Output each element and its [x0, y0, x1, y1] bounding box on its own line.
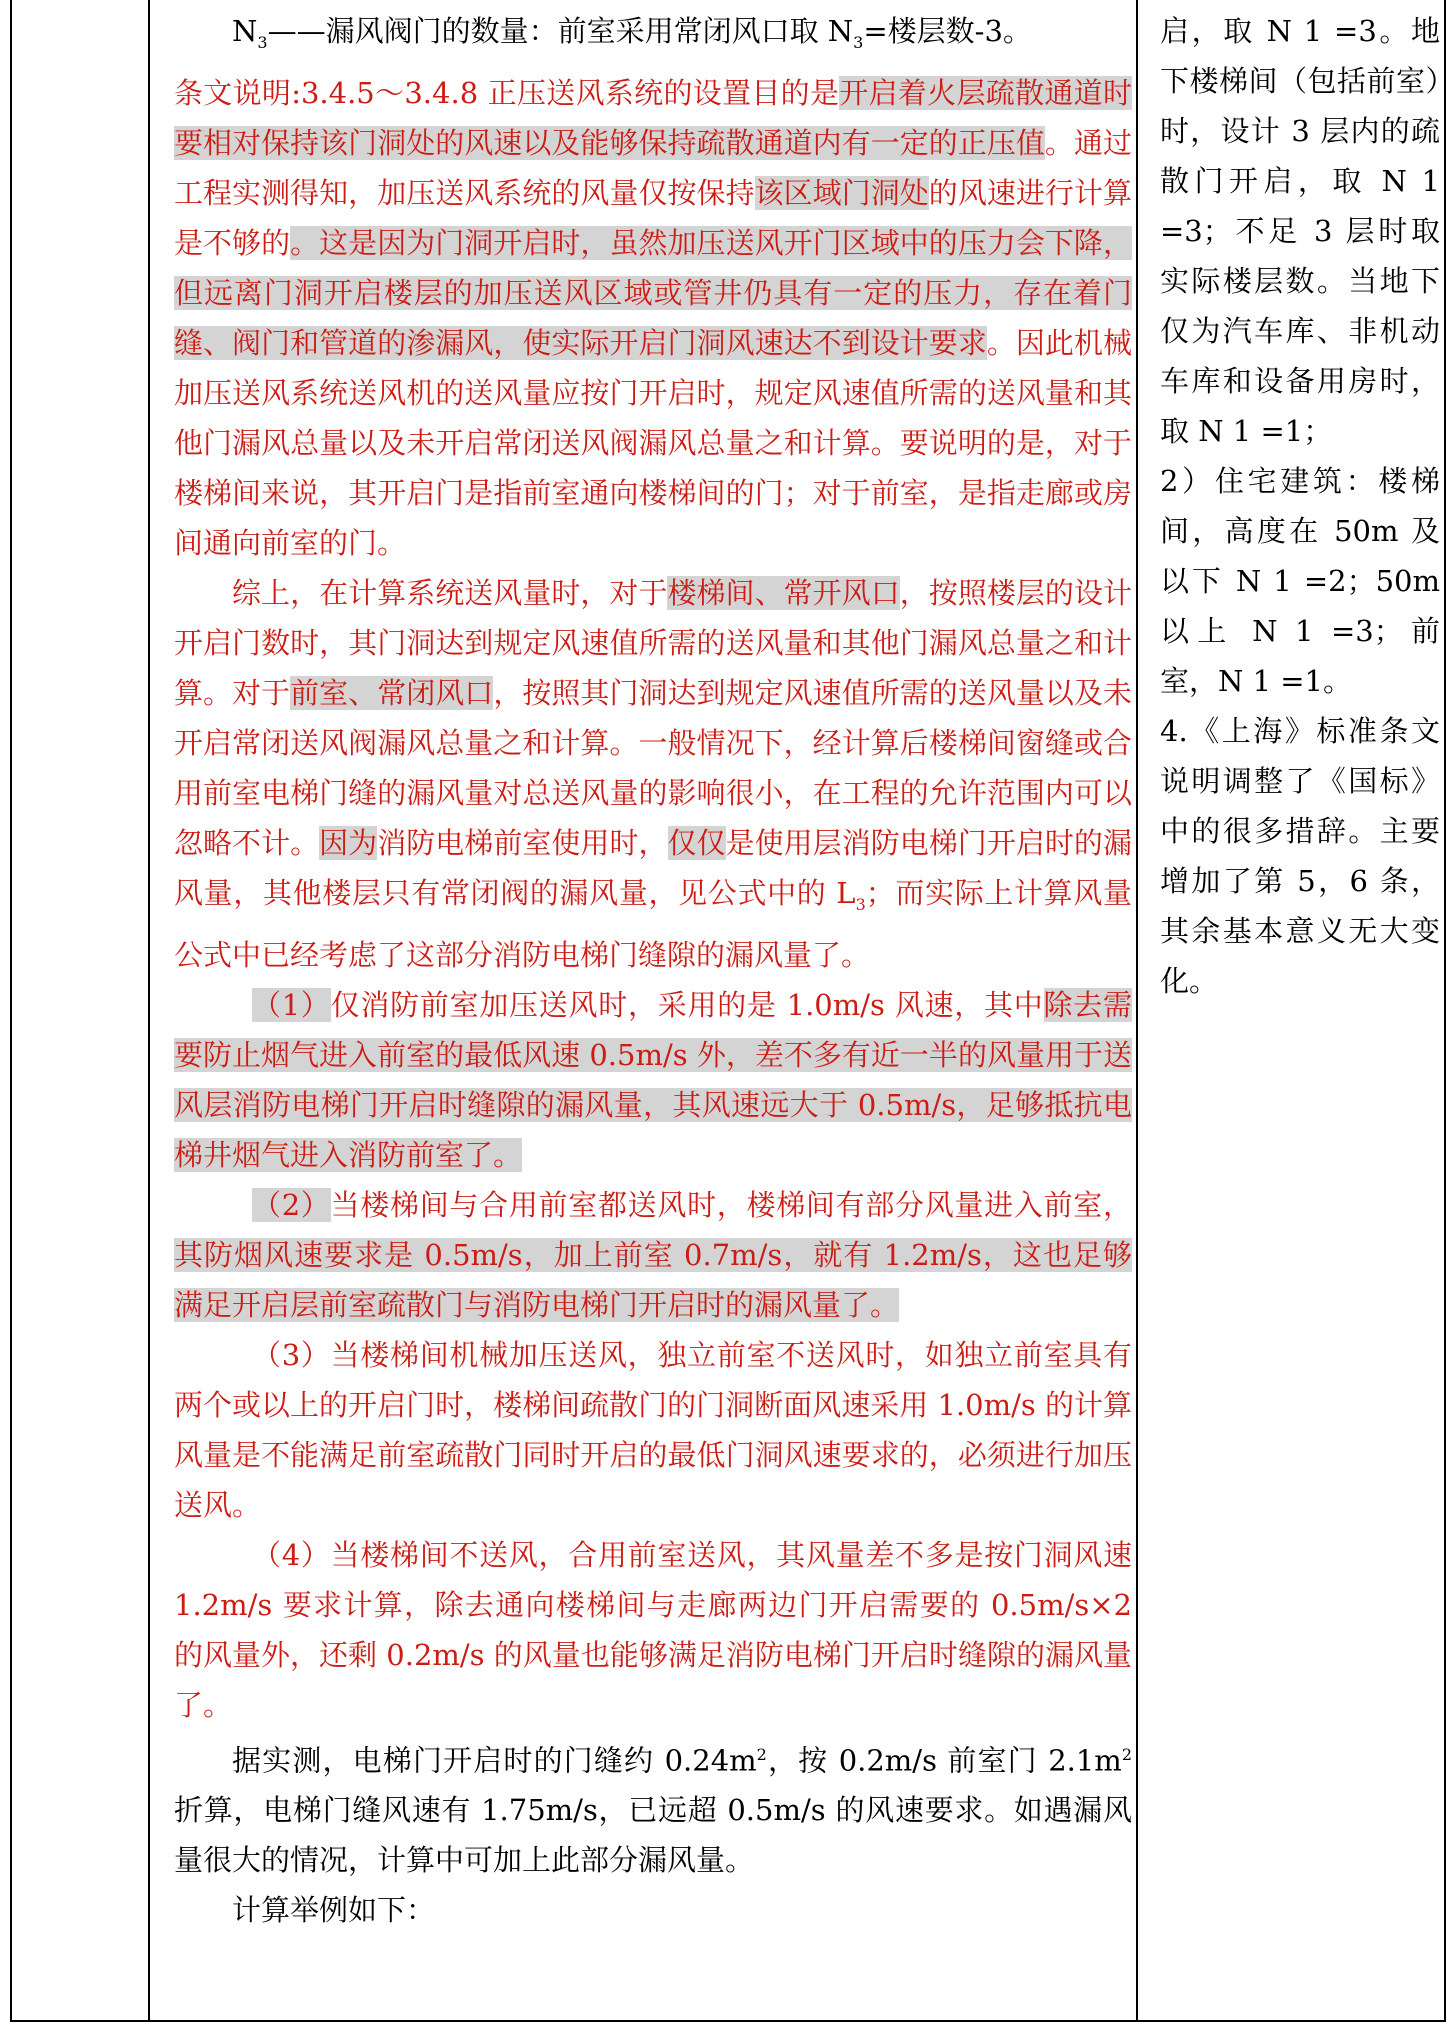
clause-explanation: 条文说明:3.4.5～3.4.8 正压送风系统的设置目的是开启着火层疏散通道时要相对保持该门洞处的风速以及能够保持疏散通道内有一定的正压值。通过工程实测得知，加压送风系统的风量仅按保持该区域门洞处的风速进行计算是不够的。这是因为门洞开启时，虽然加压送风开门区域中的压力会下降，但远离门洞开启楼层的加压送风区域或管井仍具有一定的压力，存在着门缝、阀门和管道的渗漏风，使实际开启门洞风速达不到设计要求。因此机械加压送风系统送风机的送风量应按门开启时，规定风速值所需的送风量和其他门漏风总量以及未开启常闭送风阀漏风总量之和计算。要说明的是，对于楼梯间来说，其开启门是指前室通向楼梯间的门；对于前室，是指走廊或房间通向前室的门。: [174, 75, 1132, 560]
column-divider-right: [1136, 0, 1138, 2020]
item-3: （3）当楼梯间机械加压送风，独立前室不送风时，如独立前室具有两个或以上的开启门时，楼梯间疏散门的门洞断面风速采用 1.0m/s 的计算风量是不能满足前室疏散门同时开启的最低门洞风速要求的，必须进行加压送风。: [174, 1337, 1132, 1522]
summary-paragraph: 综上，在计算系统送风量时，对于楼梯间、常开风口，按照楼层的设计开启门数时，其门洞达到规定风速值所需的送风量和其他门漏风总量之和计算。对于前室、常闭风口，按照其门洞达到规定风速值所需的送风量以及未开启常闭送风阀漏风总量之和计算。一般情况下，经计算后楼梯间窗缝或合用前室电梯门缝的漏风量对总送风量的影响很小，在工程的允许范围内可以忽略不计。因为消防电梯前室使用时，仅仅是使用层消防电梯门开启时的漏风量，其他楼层只有常闭阀的漏风量，见公式中的 $L_3$；而实际上计算风量公式中已经考虑了这部分消防电梯门缝隙的漏风量了。: [174, 575, 1132, 972]
example-heading: 计算举例如下：: [232, 1893, 436, 1928]
item-2: （2）当楼梯间与合用前室都送风时，楼梯间有部分风量进入前室，其防烟风速要求是 0.5m/s，加上前室 0.7m/s，就有 1.2m/s，这也足够满足开启层前室疏散门与消防电梯门开启时的漏风量了。: [174, 1187, 1132, 1322]
main-text-column: [174, 6, 1132, 1935]
document-table: [10, 0, 1446, 2022]
note-paragraph-3: 4.《上海》标准条文说明调整了《国标》中的很多措辞。主要增加了第 5，6 条，其余基本意义无大变化。: [1160, 714, 1440, 998]
item-4: （4）当楼梯间不送风，合用前室送风，其风量差不多是按门洞风速 1.2m/s 要求计算，除去通向楼梯间与走廊两边门开启需要的 0.5m/s×2 的风量外，还剩 0.2m/s 的风量也能够满足消防电梯门开启时缝隙的漏风量了。: [174, 1537, 1132, 1722]
notes-column: [1160, 6, 1440, 1006]
column-divider-left: [148, 0, 150, 2020]
item-1: （1）仅消防前室加压送风时，采用的是 1.0m/s 风速，其中除去需要防止烟气进入前室的最低风速 0.5m/s 外，差不多有近一半的风量用于送风层消防电梯门开启时缝隙的漏风量，其风速远大于 0.5m/s，足够抵抗电梯井烟气进入消防前室了。: [174, 987, 1132, 1172]
measurement-paragraph: 据实测，电梯门开启时的门缝约 $0.24m^2$，按 0.2m/s 前室门 $2.1m^2$折算，电梯门缝风速有 1.75m/s，已远超 0.5m/s 的风速要求。如遇漏风量很大的情况，计算中可加上此部分漏风量。: [174, 1743, 1132, 1878]
note-paragraph-2: 2）住宅建筑：楼梯间，高度在 50m 及以下 N 1 =2；50m 以上 N 1 =3；前室，N 1 =1。: [1160, 464, 1440, 698]
note-paragraph-1: 启，取 N 1 =3。地下楼梯间（包括前室）时，设计 3 层内的疏散门开启，取 N 1 =3；不足 3 层时取实际楼层数。当地下仅为汽车库、非机动车库和设备用房时，取 N 1 =1；: [1160, 14, 1440, 448]
n3-definition: $N_3——$漏风阀门的数量：前室采用常闭风口取 $N_3=$楼层数-3。: [232, 14, 1032, 52]
